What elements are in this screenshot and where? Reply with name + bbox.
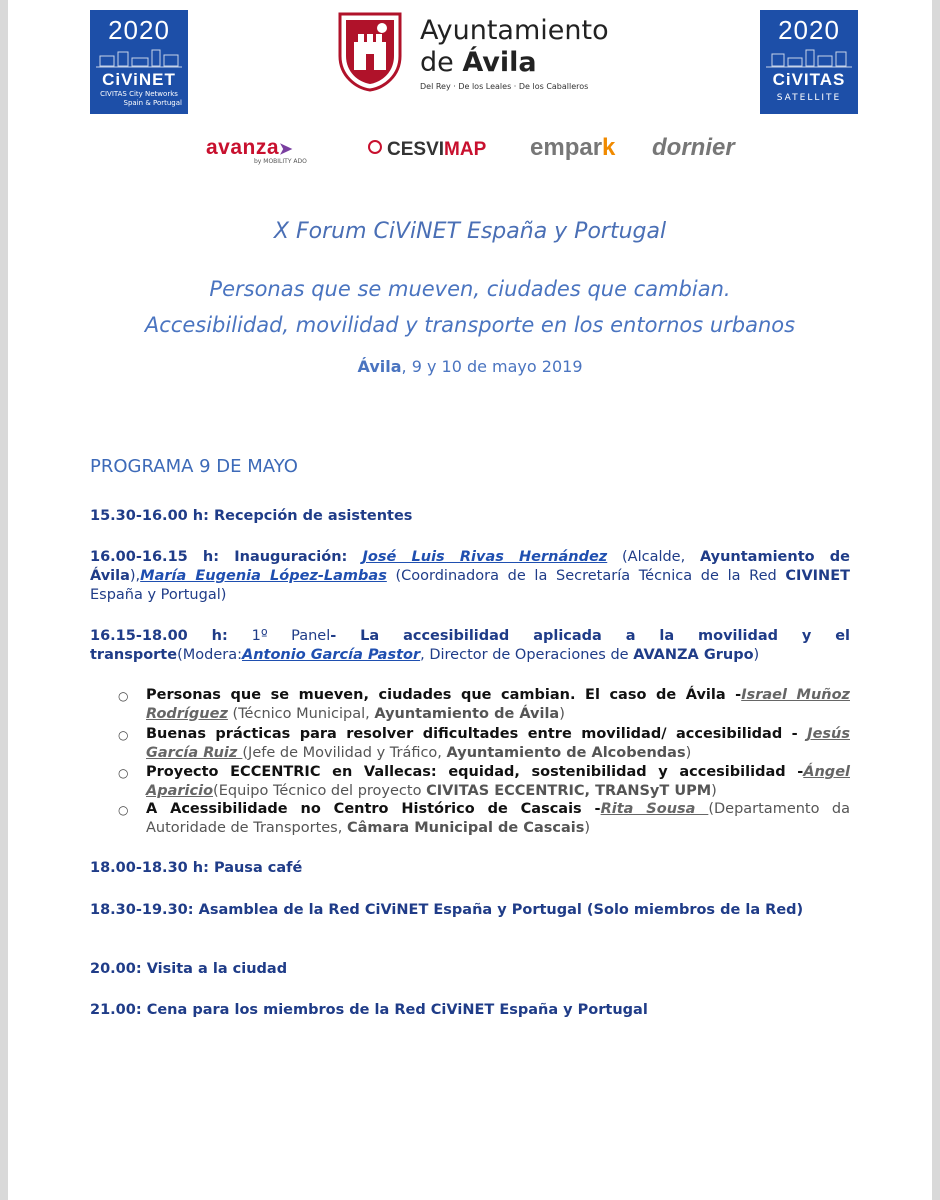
org-name: CIVINET bbox=[785, 568, 850, 584]
speaker-link[interactable]: Israel Muñoz Rodríguez bbox=[146, 687, 850, 722]
inauguration-time: 16.00-16.15 h: Inauguración: bbox=[90, 549, 363, 565]
logo-name: CiViNET bbox=[102, 70, 176, 89]
speaker-role: ) bbox=[559, 705, 565, 722]
shield-icon bbox=[338, 12, 402, 92]
speaker-role: (Departamento da Autoridade de Transportes, bbox=[146, 801, 851, 836]
skyline-icon bbox=[766, 46, 852, 68]
ring-icon bbox=[368, 140, 382, 154]
speaker-role: (Equipo Técnico del proyecto bbox=[213, 782, 427, 799]
inauguration-text: (Coordinadora de la Secretaría Técnica de la Red bbox=[386, 568, 786, 584]
list-item bbox=[146, 800, 850, 837]
program-item-inauguration bbox=[90, 548, 850, 605]
program-item-reception: 15.30-16.00 h: Recepción de asistentes bbox=[90, 508, 413, 524]
avanza-sub: by MOBILITY ADO bbox=[254, 158, 307, 165]
place-city: Ávila bbox=[357, 357, 402, 376]
arrow-icon: ➤ bbox=[279, 141, 293, 158]
speaker-role: (Técnico Municipal, bbox=[227, 705, 375, 722]
subtitle-line2: Accesibilidad, movilidad y transporte en los entornos urbanos bbox=[144, 313, 796, 337]
inauguration-text: España y Portugal) bbox=[90, 587, 227, 603]
bullet-icon: ○ bbox=[118, 766, 129, 780]
program-item-visit: 20.00: Visita a la ciudad bbox=[90, 961, 288, 977]
document-page bbox=[8, 0, 932, 1200]
bullet-icon: ○ bbox=[118, 803, 129, 817]
talk-title: Personas que se mueven, ciudades que cambian. El caso de Ávila - bbox=[146, 687, 742, 703]
place-date bbox=[8, 357, 932, 376]
bullet-icon: ○ bbox=[118, 728, 129, 742]
org-name: Ayuntamiento de Ávila bbox=[374, 705, 560, 722]
empark-k: k bbox=[602, 134, 616, 161]
panel-text: , Director de Operaciones de bbox=[420, 647, 634, 663]
bullet-icon: ○ bbox=[118, 689, 129, 703]
skyline-icon bbox=[96, 46, 182, 68]
ayuntamiento-city: Ávila bbox=[462, 47, 537, 78]
civitas-satellite-logo bbox=[760, 10, 858, 114]
subtitle-line1: Personas que se mueven, ciudades que cambian. bbox=[209, 277, 731, 301]
org-name: AVANZA Grupo bbox=[633, 647, 754, 663]
cesvimap-logo bbox=[368, 139, 486, 161]
dornier-logo: dornier bbox=[652, 134, 735, 161]
org-name: CIVITAS ECCENTRIC, TRANSyT UPM bbox=[426, 782, 712, 799]
ayuntamiento-line2 bbox=[420, 48, 537, 78]
ayuntamiento-motto: Del Rey · De los Leales · De los Caballeros bbox=[420, 82, 589, 91]
program-item-coffee: 18.00-18.30 h: Pausa café bbox=[90, 860, 303, 876]
empark-logo bbox=[530, 134, 615, 162]
inauguration-text: ), bbox=[129, 568, 141, 584]
avanza-text: avanza bbox=[206, 136, 280, 159]
panel-time: 16.15-18.00 h: bbox=[90, 628, 252, 644]
program-item-panel bbox=[90, 627, 850, 665]
empark-text: empar bbox=[530, 134, 603, 161]
program-item-dinner: 21.00: Cena para los miembros de la Red CiViNET España y Portugal bbox=[90, 1002, 648, 1018]
speaker-link[interactable]: Ángel Aparicio bbox=[146, 764, 850, 799]
speaker-link[interactable]: María Eugenia López-Lambas bbox=[140, 568, 387, 584]
logo-year: 2020 bbox=[778, 15, 840, 45]
logo-year: 2020 bbox=[108, 15, 170, 45]
forum-title: X Forum CiViNET España y Portugal bbox=[273, 219, 667, 244]
cesvi-text: CESVI bbox=[387, 139, 445, 160]
ayuntamiento-line1: Ayuntamiento bbox=[420, 15, 609, 46]
ayuntamiento-de: de bbox=[420, 47, 454, 78]
speaker-role: ) bbox=[711, 782, 717, 799]
ayuntamiento-logo bbox=[338, 12, 638, 96]
logo-subtitle bbox=[90, 90, 188, 108]
moderator-link[interactable]: Antonio García Pastor bbox=[241, 647, 421, 663]
event-date: , 9 y 10 de mayo 2019 bbox=[401, 357, 583, 376]
list-item bbox=[146, 725, 850, 762]
logo-sub2: Spain & Portugal bbox=[123, 99, 182, 107]
org-name: Ayuntamiento de Ávila bbox=[90, 549, 850, 584]
map-text: MAP bbox=[444, 139, 487, 160]
talk-title: Proyecto ECCENTRIC en Vallecas: equidad, sostenibilidad y accesibilidad - bbox=[146, 764, 804, 780]
logo-name: CiVITAS bbox=[772, 70, 846, 89]
logo-sub1: CIVITAS City Networks bbox=[100, 90, 178, 98]
list-item bbox=[146, 763, 850, 800]
speaker-role: (Jefe de Movilidad y Tráfico, bbox=[242, 744, 447, 761]
speaker-role: ) bbox=[584, 819, 591, 836]
speaker-role: ) bbox=[685, 744, 692, 761]
program-item-assembly: 18.30-19.30: Asamblea de la Red CiViNET España y Portugal (Solo miembros de la Red) bbox=[90, 902, 804, 918]
panel-number: 1º Panel bbox=[251, 628, 331, 644]
panel-text: (Modera: bbox=[177, 647, 242, 663]
talk-title: Buenas prácticas para resolver dificultades entre movilidad/ accesibilidad - bbox=[146, 726, 808, 742]
speaker-link[interactable]: Rita Sousa bbox=[600, 801, 709, 817]
speaker-link[interactable]: Jesús García Ruiz bbox=[146, 726, 850, 761]
inauguration-text: (Alcalde, bbox=[607, 549, 700, 565]
panel-text: ) bbox=[753, 647, 760, 663]
talk-title: A Acessibilidade no Centro Histórico de Cascais - bbox=[146, 801, 601, 817]
list-item bbox=[146, 686, 850, 723]
panel-title: - La accesibilidad aplicada a la movilidad y el transporte bbox=[90, 628, 851, 663]
speaker-link[interactable]: José Luis Rivas Hernández bbox=[362, 549, 608, 565]
avanza-logo bbox=[206, 136, 293, 160]
org-name: Câmara Municipal de Cascais bbox=[346, 819, 585, 836]
org-name: Ayuntamiento de Alcobendas bbox=[446, 744, 686, 761]
programa-heading: PROGRAMA 9 DE MAYO bbox=[90, 456, 298, 477]
logo-subtitle: SATELLITE bbox=[776, 93, 842, 103]
civinet-logo bbox=[90, 10, 188, 114]
